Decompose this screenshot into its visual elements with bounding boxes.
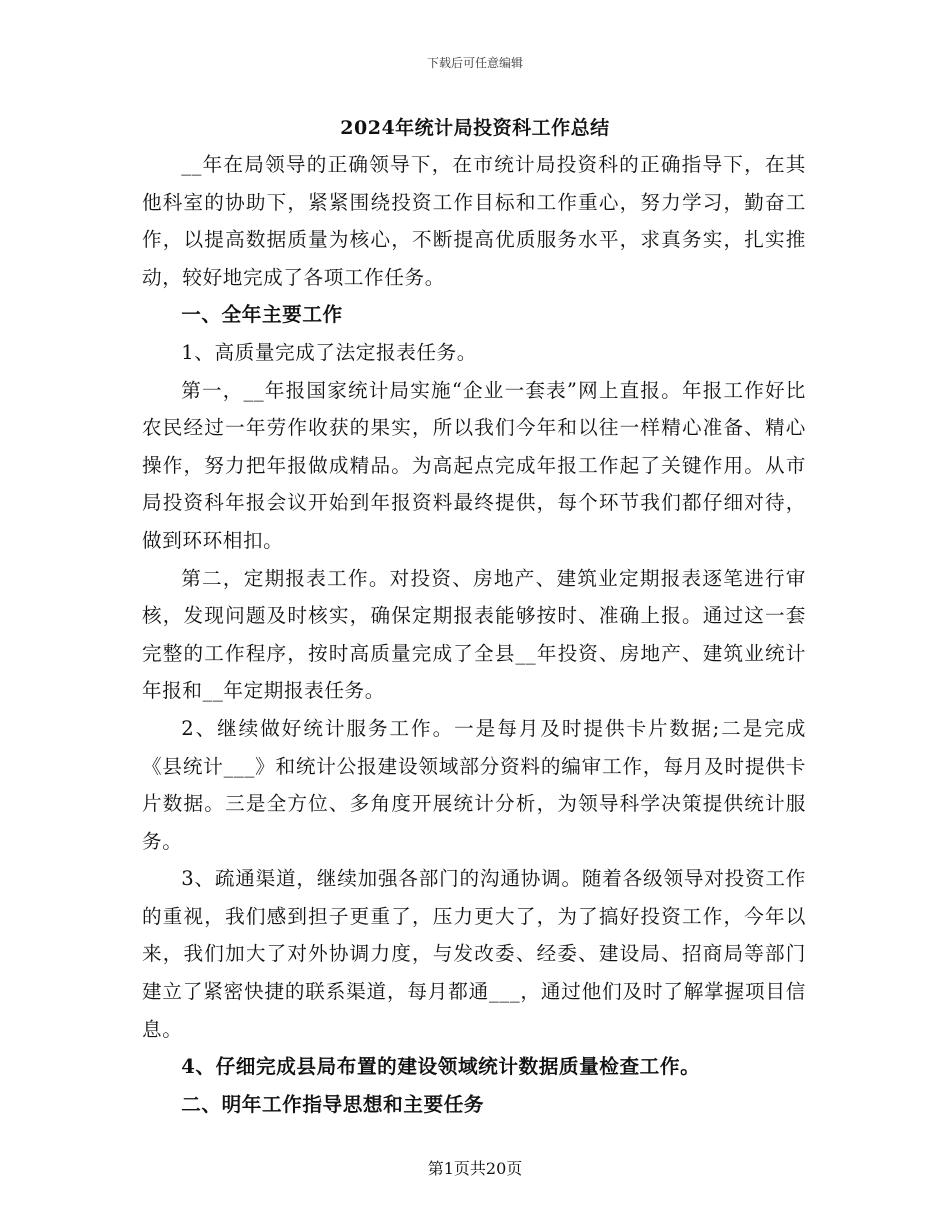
subheading-1: 1、高质量完成了法定报表任务。 (181, 340, 477, 364)
paragraph-second: 第二，定期报表工作。对投资、房地产、建筑业定期报表逐笔进行审核，发现问题及时核实，确保定期报表能够按时、准确上报。通过这一套完整的工作程序，按时高质量完成了全县__年投资、房地产、建筑业统计年报和__年定期报表任务。 (142, 566, 806, 703)
header-note: 下载后可任意编辑 (426, 56, 523, 70)
intro-paragraph: __年在局领导的正确领导下，在市统计局投资科的正确指导下，在其他科室的协助下，紧紧围绕投资工作目标和工作重心，努力学习，勤奋工作，以提高数据质量为核心，不断提高优质服务水平，求真务实，扎实推动，较好地完成了各项工作任务。 (142, 153, 806, 289)
document-body (142, 146, 806, 1123)
paragraph-item-4: 4、仔细完成县局布置的建设领域统计数据质量检查工作。 (181, 1055, 701, 1079)
paragraph-item-2: 2、继续做好统计服务工作。一是每月及时提供卡片数据;二是完成《县统计___》和统计公报建设领域部分资料的编审工作，每月及时提供卡片数据。三是全方位、多角度开展统计分析，为领导科学决策提供统计服务。 (142, 716, 806, 853)
section-heading-1: 一、全年主要工作 (181, 303, 343, 327)
page-number: 第1页共20页 (427, 1159, 523, 1178)
paragraph-item-3: 3、疏通渠道，继续加强各部门的沟通协调。随着各级领导对投资工作的重视，我们感到担子更重了，压力更大了，为了搞好投资工作，今年以来，我们加大了对外协调力度，与发改委、经委、建设局、招商局等部门建立了紧密快捷的联系渠道，每月都通___，通过他们及时了解掌握项目信息。 (142, 867, 806, 1041)
section-heading-2: 二、明年工作指导思想和主要任务 (181, 1092, 485, 1116)
paragraph-first: 第一，__年报国家统计局实施“企业一套表”网上直报。年报工作好比农民经过一年劳作收获的果实，所以我们今年和以往一样精心准备、精心操作，努力把年报做成精品。为高起点完成年报工作起了关键作用。从市局投资科年报会议开始到年报资料最终提供，每个环节我们都仔细对待，做到环环相扣。 (142, 378, 806, 552)
document-title: 2024年统计局投资科工作总结 (340, 117, 610, 139)
